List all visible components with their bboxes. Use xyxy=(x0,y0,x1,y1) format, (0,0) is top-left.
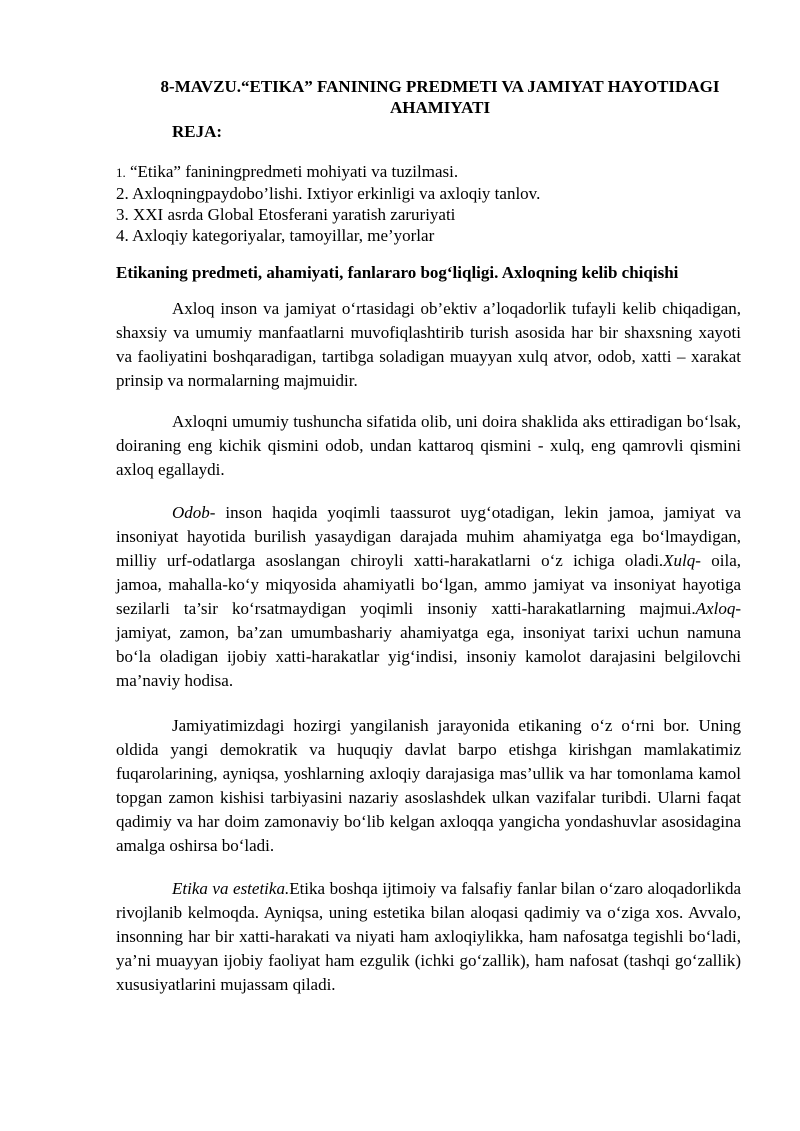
definition-xulq: - oila, jamoa, mahalla-ko‘y miqyosida ahamiyatli bo‘lgan, ammo jamiyat va insoniyat hayotiga sezilarli ta’sir ko‘rsatmaydigan yoqimli insoniy xatti-harakatlarning majmui. xyxy=(116,551,741,618)
plan-item-number: 3. xyxy=(116,205,129,224)
paragraph: Jamiyatimizdagi hozirgi yangilanish jarayonida etikaning o‘z o‘rni bor. Uning oldida yangi demokratik va huquqiy davlat barpo etishga kirishgan mamlakatimiz fuqarolarining, ayniqsa, yoshlarning axloqiy darajasiga mas’ullik va har tomonlama kamol topgan zamon kishisi tarbiyasini nazariy asoslashdek ulkan vazifalar turibdi. Ularni faqat qadimiy va har doim zamonaviy bo‘lib kelgan axloqqa yangicha yondashuvlar asosidagina amalga oshirsa bo‘ladi. xyxy=(116,716,741,855)
paragraph-text: Etika boshqa ijtimoiy va falsafiy fanlar bilan o‘zaro aloqadorlikda rivojlanib kelmoqda. Ayniqsa, uning estetika bilan aloqasi qadimiy va o‘ziga xos. Avvalo, insonning har bir xatti-harakati va niyati ham axloqiylikka, ham nafosatga tegishli bo‘ladi, ya’ni muayyan ijobiy faoliyat ham ezgulik (ichki go‘zallik), ham nafosat (tashqi go‘zallik) xususiyatlarini mujassam qiladi. xyxy=(116,879,742,994)
section-heading: Etikaning predmeti, ahamiyati, fanlararo bog‘liqligi. Axloqning kelib chiqishi xyxy=(116,263,679,282)
term-axloq: Axloq xyxy=(695,599,736,618)
definition-axloq: - jamiyat, zamon, ba’zan umumbashariy ahamiyatga ega, insoniyat tarixi uchun namuna bo‘la oladigan ijobiy xatti-harakatlar yig‘indisi, insoniy kamolot darajasini belgilovchi ma’naviy hodisa. xyxy=(116,599,741,690)
paragraph xyxy=(116,501,741,693)
plan-item-text: XXI asrda Global Etosferani yaratish zaruriyati xyxy=(133,205,456,224)
term-xulq: Xulq xyxy=(663,551,696,570)
paragraph: Axloq inson va jamiyat o‘rtasidagi ob’ektiv a’loqadorlik tufayli kelib chiqadigan, shaxsiy va umumiy manfaatlarni muvofiqlashtirib turish asosida har bir shaxsning xayoti va faoliyatini boshqaradigan, tartibga soladigan muayyan xulq atvor, odob, xatti – xarakat prinsip va normalarning majmuidir. xyxy=(116,299,741,390)
term-odob: Odob xyxy=(172,503,210,522)
plan-item xyxy=(116,225,736,246)
plan-item-text: “Etika” faniningpredmeti mohiyati va tuzilmasi. xyxy=(130,162,459,181)
paragraph: Axloqni umumiy tushuncha sifatida olib, uni doira shaklida aks ettiradigan bo‘lsak, doiraning eng kichik qismini odob, undan kattaroq qismini - xulq, eng qamrovli qismini axloq egallaydi. xyxy=(116,412,741,479)
plan-item-number: 4. xyxy=(116,226,129,245)
page-title: 8-MAVZU.“ETIKA” FANINING PREDMETI VA JAMIYAT HAYOTIDAGI AHAMIYATI xyxy=(160,77,720,117)
plan-item xyxy=(116,161,736,183)
term-etika-estetika: Etika va estetika. xyxy=(172,879,290,898)
body-text xyxy=(116,297,741,1014)
plan-item-number: 2. xyxy=(116,184,129,203)
plan-item-number: 1. xyxy=(116,165,126,180)
paragraph xyxy=(116,877,741,997)
plan-label: REJA: xyxy=(172,122,223,141)
plan-item xyxy=(116,183,736,204)
plan-item-text: Axloqiy kategoriyalar, tamoyillar, me’yorlar xyxy=(132,226,435,245)
plan-list xyxy=(116,161,736,246)
definition-odob: - inson haqida yoqimli taassurot uyg‘otadigan, lekin jamoa, jamiyat va insoniyat hayotida burilish yasaydigan darajada muhim ahamiyatga ega bo‘lmaydigan, milliy urf-odatlarga asoslangan chiroyli xatti-harakatlarni o‘z ichiga oladi. xyxy=(116,503,741,570)
plan-item-text: Axloqningpaydobo’lishi. Ixtiyor erkinligi va axloqiy tanlov. xyxy=(132,184,541,203)
plan-item xyxy=(116,204,736,225)
